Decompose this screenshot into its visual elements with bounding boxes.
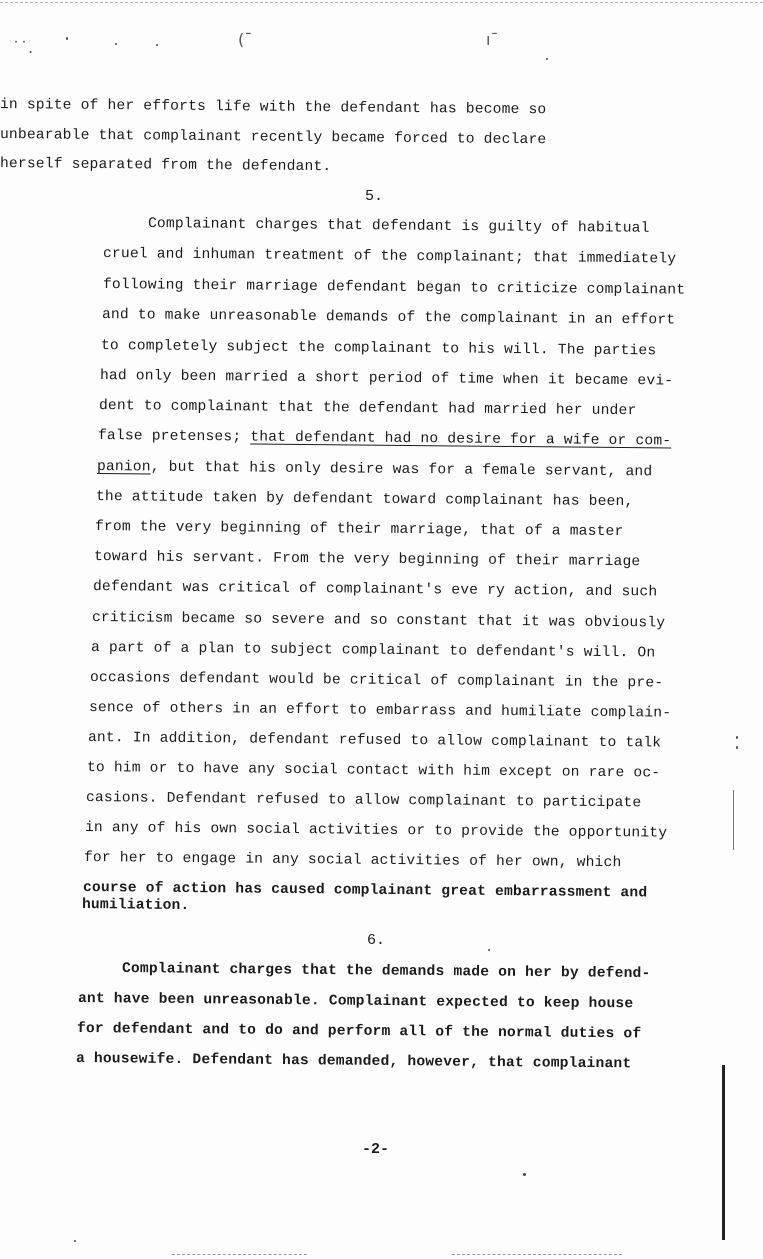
text-span: false pretenses; [97, 428, 251, 446]
text-span: , but that his only desire was for a female servant, and [150, 459, 653, 481]
text-line: a part of a plan to subject complainant to defendant's will. On [90, 640, 656, 662]
scan-speck [546, 58, 548, 60]
scan-speck [488, 949, 490, 951]
scan-edge-bar [722, 1065, 725, 1240]
text-line: cruel and inhuman treatment of the complainant; that immediately [102, 246, 677, 268]
scan-border-top [0, 2, 763, 3]
text-line: criticism became so severe and so constant that it was obviously [91, 610, 666, 632]
text-line: Complainant charges that defendant is guilty of habitual [147, 216, 650, 237]
text-line: occasions defendant would be critical of complainant in the pre- [89, 670, 664, 692]
text-line: in any of his own social activities or to provide the opportunity [84, 820, 668, 842]
scan-speck [66, 37, 68, 40]
text-line: herself separated from the defendant. [0, 156, 332, 176]
text-line-underlined [98, 427, 671, 451]
scan-speck [736, 736, 738, 739]
scan-speck [156, 44, 158, 46]
text-line: a housewife. Defendant has demanded, however, that complainant [75, 1051, 632, 1073]
text-line: course of action has caused complainant great embarrassment and [82, 880, 648, 902]
text-line: unbearable that complainant recently became forced to declare [0, 127, 547, 149]
scan-border-bottom [452, 1254, 622, 1255]
scan-speck [736, 746, 738, 749]
text-line: and to make unreasonable demands of the complainant in an effort [101, 307, 676, 329]
scan-mark-top: (¯ [238, 30, 253, 49]
scan-speck [74, 1240, 76, 1242]
text-line: humiliation. [81, 897, 190, 915]
text-line: sence of others in an effort to embarrass and humiliate complain- [88, 700, 672, 722]
text-line: toward his servant. From the very beginning of their marriage [93, 549, 641, 571]
text-line: in spite of her efforts life with the defendant has become so [0, 97, 547, 119]
text-line: had only been married a short period of time when it became evi- [99, 368, 674, 390]
scan-mark-top: ı¯ [486, 30, 499, 49]
text-line: to completely subject the complainant to his will. The parties [100, 338, 657, 360]
underlined-span: that defendant had no desire for a wife or com- [250, 429, 672, 450]
text-line: from the very beginning of their marriage, that of a master [94, 519, 624, 541]
scan-border-bottom [172, 1254, 307, 1255]
text-line: defendant was critical of complainant's eve ry action, and such [92, 579, 658, 601]
scan-speck [115, 43, 117, 45]
text-line: ant. In addition, defendant refused to allow complainant to talk [87, 730, 662, 752]
text-line-underlined [97, 458, 653, 481]
underlined-span: panion [96, 459, 151, 476]
text-line: the attitude taken by defendant toward complainant has been, [95, 489, 634, 511]
scan-speck [523, 1173, 526, 1176]
text-line: dent to complainant that the defendant had married her under [98, 398, 637, 420]
text-line: following their marriage defendant began to criticize complainant [102, 277, 686, 299]
text-line: for her to engage in any social activities of her own, which [83, 850, 622, 872]
page-number: -2- [362, 1141, 390, 1158]
text-line: casions. Defendant refused to allow complainant to participate [85, 790, 642, 812]
scan-edge-line [733, 790, 734, 850]
paragraph-number: 5. [365, 188, 384, 205]
text-line: to him or to have any social contact with him except on rare oc- [86, 760, 661, 782]
scan-mark-topleft: ˙˙. [12, 38, 34, 57]
text-line: Complainant charges that the demands made on her by defend- [121, 961, 651, 983]
text-line: for defendant and to do and perform all of the normal duties of [76, 1021, 642, 1043]
paragraph-number: 6. [367, 932, 386, 949]
text-line: ant have been unreasonable. Complainant expected to keep house [77, 991, 634, 1013]
